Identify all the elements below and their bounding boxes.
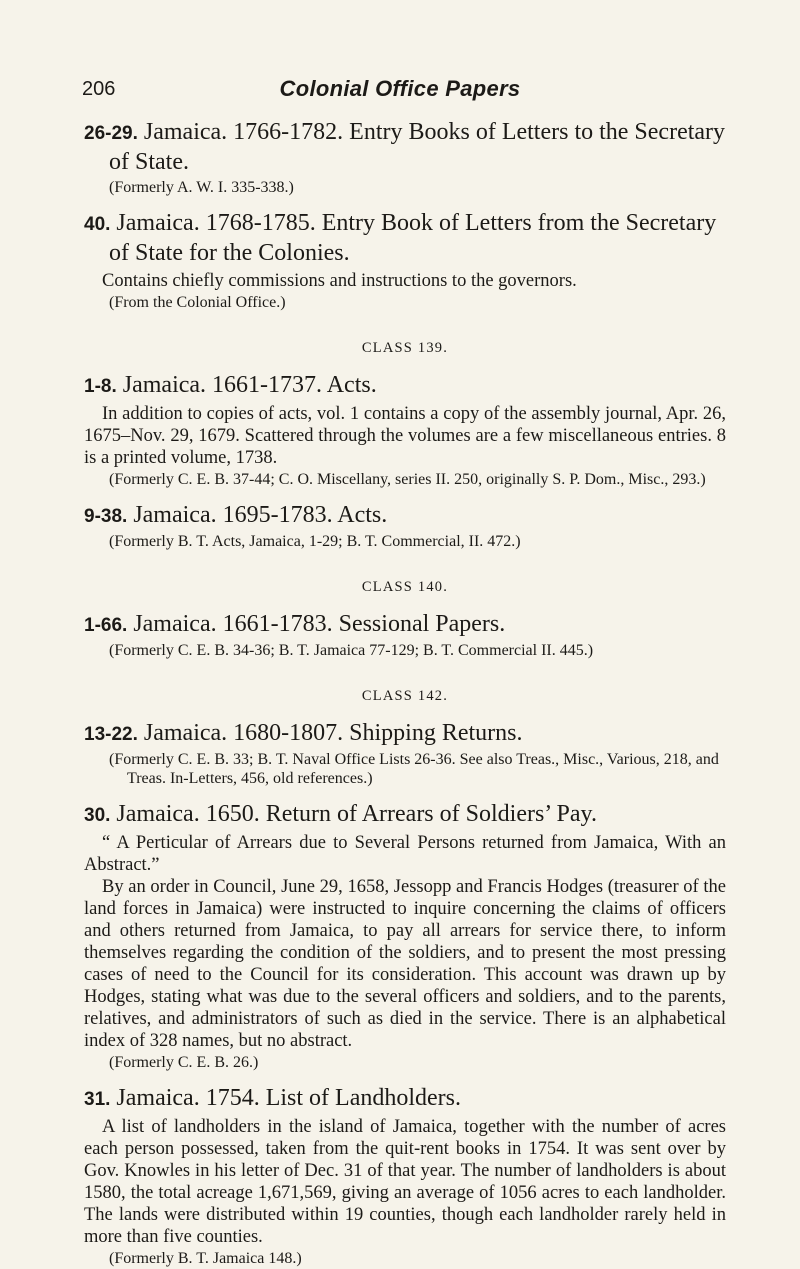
- entry-number: 1-66.: [84, 615, 128, 636]
- entry: [84, 501, 726, 551]
- entry-title: Jamaica. 1754. List of Landholders.: [116, 1085, 461, 1111]
- entry-title: Jamaica. 1650. Return of Arrears of Soldiers’ Pay.: [116, 801, 597, 827]
- entry-description: Contains chiefly commissions and instructions to the governors.: [102, 271, 577, 291]
- formerly-reference: (Formerly C. E. B. 26.): [109, 1054, 259, 1071]
- entry-heading: [84, 501, 726, 531]
- running-title: Colonial Office Papers: [279, 76, 521, 101]
- formerly-reference: (Formerly C. E. B. 34-36; B. T. Jamaica 77-129; B. T. Commercial II. 445.): [109, 642, 594, 659]
- entry-number: 30.: [84, 805, 111, 826]
- entry-number: 26-29.: [84, 123, 138, 144]
- entry-number: 13-22.: [84, 724, 138, 745]
- entry: [84, 610, 726, 660]
- entry: [84, 719, 726, 788]
- formerly-reference: (Formerly B. T. Acts, Jamaica, 1-29; B. T. Commercial, II. 472.): [109, 533, 521, 550]
- class-heading: CLASS 139.: [361, 340, 449, 356]
- entry: [84, 1084, 726, 1268]
- formerly-reference: (Formerly C. E. B. 33; B. T. Naval Office Lists 26-36. See also Treas., Misc., Various, 218, and Treas. In-Letters, 456, old references.): [109, 751, 719, 787]
- entry-quotation: “ A Perticular of Arrears due to Several Persons returned from Jamaica, With an Abstract.”: [84, 833, 726, 875]
- class-heading: CLASS 140.: [361, 579, 449, 595]
- entry: [84, 209, 726, 312]
- formerly-reference: (Formerly C. E. B. 37-44; C. O. Miscellany, series II. 250, originally S. P. Dom., Misc., 293.): [109, 471, 706, 488]
- page-body: [84, 118, 726, 1268]
- entry-number: 9-38.: [84, 506, 128, 527]
- page-number: 206: [82, 78, 116, 100]
- entry-title: Jamaica. 1680-1807. Shipping Returns.: [143, 720, 523, 746]
- formerly-reference: (Formerly A. W. I. 335-338.): [109, 179, 294, 196]
- entry: [84, 118, 726, 197]
- entry-number: 31.: [84, 1089, 111, 1110]
- entry-heading: [84, 800, 726, 830]
- entry-title: Jamaica. 1661-1737. Acts.: [122, 372, 377, 398]
- entry: [84, 371, 726, 489]
- entry-heading: [84, 118, 726, 177]
- entry-title: Jamaica. 1766-1782. Entry Books of Letters to the Secretary of State.: [109, 119, 726, 175]
- entry-heading: [84, 209, 726, 268]
- entry-heading: [84, 610, 726, 640]
- entry: [84, 800, 726, 1072]
- formerly-reference: (From the Colonial Office.): [109, 294, 286, 311]
- entry-title: Jamaica. 1768-1785. Entry Book of Letters from the Secretary of State for the Colonies.: [109, 210, 717, 266]
- entry-number: 1-8.: [84, 376, 117, 397]
- page-header: [82, 78, 718, 108]
- formerly-reference: (Formerly B. T. Jamaica 148.): [109, 1250, 302, 1267]
- entry-description: A list of landholders in the island of Jamaica, together with the number of acres each person possessed, taken from the quit-rent books in 1754. It was sent over by Gov. Knowles in his letter of Dec. 31 of that year. The number of landholders is about 1580, the total acreage 1,671,569, giving an average of 1056 acres to each landholder. The lands were distributed within 19 counties, though each landholder rarely held in more than five counties.: [84, 1117, 726, 1247]
- class-heading: CLASS 142.: [361, 688, 449, 704]
- entry-description: By an order in Council, June 29, 1658, Jessopp and Francis Hodges (treasurer of the land forces in Jamaica) were instructed to inquire concerning the claims of officers and others returned from Jamaica, to pay all arrears for service there, to inform themselves regarding the condition of the soldiers, and to present the most pressing cases of need to the Council for its consideration. This account was drawn up by Hodges, stating what was due to the several officers and soldiers, and to the parents, relatives, and administrators of such as died in the service. There is an alphabetical index of 328 names, but no abstract.: [84, 877, 726, 1051]
- entry-title: Jamaica. 1695-1783. Acts.: [133, 502, 388, 528]
- entry-heading: [84, 719, 726, 749]
- entry-number: 40.: [84, 214, 111, 235]
- entry-description: In addition to copies of acts, vol. 1 contains a copy of the assembly journal, Apr. 26, 1675–Nov. 29, 1679. Scattered through the volumes are a few miscellaneous entries. 8 is a printed volume, 1738.: [84, 404, 726, 468]
- entry-title: Jamaica. 1661-1783. Sessional Papers.: [133, 611, 506, 637]
- entry-heading: [84, 1084, 726, 1114]
- entry-heading: [84, 371, 726, 401]
